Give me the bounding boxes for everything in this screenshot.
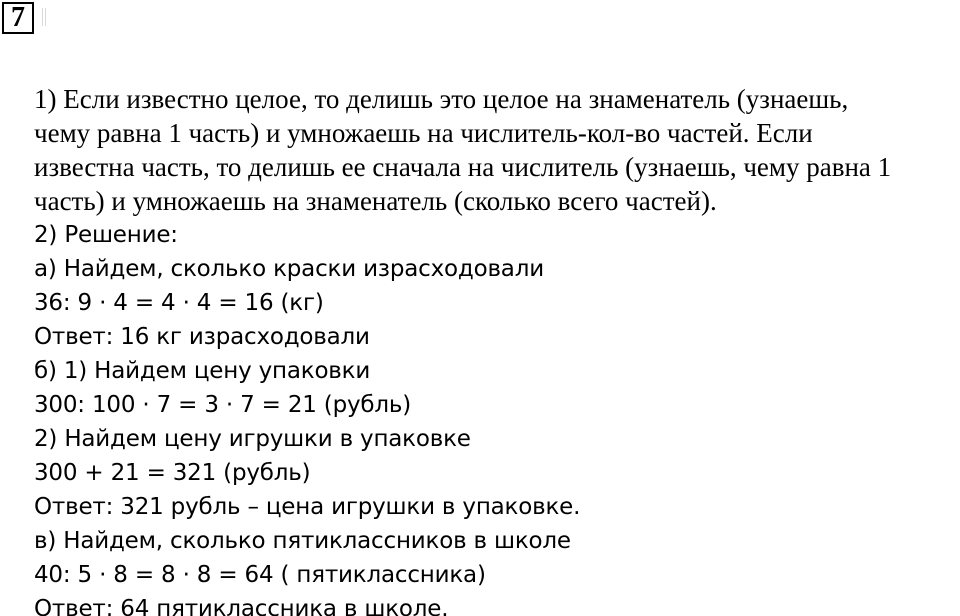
part-a-title: а) Найдем, сколько краски израсходовали <box>34 256 544 282</box>
part-c-answer: Ответ: 64 пятиклассника в школе. <box>34 596 449 616</box>
solution-text <box>34 82 960 616</box>
part-b-answer: Ответ: 321 рубль – цена игрушки в упаковке. <box>34 494 581 520</box>
intro-line-1: 1) Если известно целое, то делишь это целое на знаменатель (узнаешь, <box>34 84 849 114</box>
intro-line-3: известна часть, то делишь ее сначала на числитель (узнаешь, чему равна 1 <box>34 152 892 182</box>
part-b-step-2-calculation: 300 + 21 = 321 (рубль) <box>34 460 311 486</box>
part-a-calculation: 36: 9 · 4 = 4 · 4 = 16 (кг) <box>34 290 324 316</box>
task-number-badge: 7 <box>2 2 34 34</box>
part-c-calculation: 40: 5 · 8 = 8 · 8 = 64 ( пятиклассника) <box>34 562 486 588</box>
intro-line-4: часть) и умножаешь на знаменатель (сколько всего частей). <box>34 186 717 216</box>
part-c-title: в) Найдем, сколько пятиклассников в школе <box>34 528 571 554</box>
solution-heading: 2) Решение: <box>34 222 178 248</box>
intro-line-2: чему равна 1 часть) и умножаешь на числитель-кол-во частей. Если <box>34 118 813 148</box>
task-number-tail-mark <box>42 8 46 26</box>
part-b-step-1-title: б) 1) Найдем цену упаковки <box>34 358 371 384</box>
part-b-step-2-title: 2) Найдем цену игрушки в упаковке <box>34 426 471 452</box>
part-b-step-1-calculation: 300: 100 · 7 = 3 · 7 = 21 (рубль) <box>34 392 411 418</box>
part-a-answer: Ответ: 16 кг израсходовали <box>34 324 370 350</box>
